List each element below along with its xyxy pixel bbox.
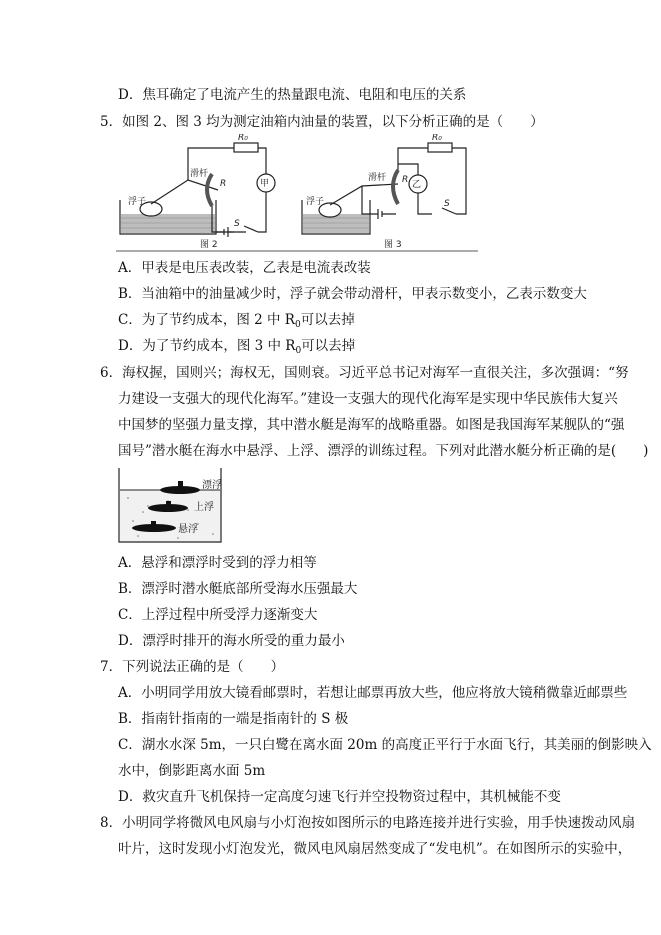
q6-line-3: 中国梦的坚强力量支撑，其中潜水艇是海军的战略重器。如图是我国海军某舰队的“强	[118, 417, 625, 433]
q7-option-c-line-1: C．湖水水深 5m，一只白鹭在离水面 20m 的高度正平行于水面飞行，其美丽的倒影映入	[118, 737, 652, 753]
q6-option-d: D．漂浮时排开的海水所受的重力最小	[118, 633, 345, 649]
label-suspend: 悬浮	[178, 524, 198, 535]
label-float: 漂浮	[202, 480, 222, 491]
q7-option-b: B．指南针指南的一端是指南针的 S 极	[118, 711, 349, 727]
q6-option-b: B．漂浮时潜水艇底部所受海水压强最大	[118, 581, 358, 597]
fig3-lever-label: 滑杆	[368, 173, 387, 183]
q7-option-c-line-2: 水中，倒影距离水面 5m	[118, 763, 266, 779]
q6-line-2: 力建设一支强大的现代化海军。”建设一支强大的现代化海军是实现中华民族伟大复兴	[118, 391, 618, 407]
fig3-meter-label: 乙	[412, 180, 422, 190]
oil-level	[303, 214, 369, 233]
fig2-r0-label: R₀	[238, 134, 248, 143]
q7-option-d: D．救灾直升飞机保持一定高度匀速飞行并空投物资过程中，其机械能不变	[118, 789, 561, 805]
q6-submarine-figure	[118, 466, 222, 544]
q4-option-d: D．焦耳确定了电流产生的热量跟电流、电阻和电压的关系	[118, 87, 467, 103]
q6-line-4: 国号”潜水艇在海水中悬浮、上浮、漂浮的训练过程。下列对此潜水艇分析正确的是( )	[118, 443, 649, 459]
resistor-arc	[393, 170, 398, 204]
label-rise: 上浮	[194, 502, 214, 513]
fig2-r-label: R	[220, 179, 227, 189]
fig2-float-label: 浮子	[128, 197, 147, 207]
fig3-float-label: 浮子	[306, 197, 325, 207]
fig3-switch-label: S	[444, 199, 450, 209]
q5-stem: 5．如图 2、图 3 均为测定油箱内油量的装置，以下分析正确的是（ ）	[100, 114, 544, 130]
fig2-caption: 图 2	[200, 240, 218, 250]
fig3-r0-label: R₀	[432, 134, 442, 143]
q5-figures	[116, 134, 480, 254]
fig2-lever-label: 滑杆	[190, 169, 209, 179]
q5-option-d: D．为了节约成本，图 3 中 $R_0$可以去掉	[118, 338, 356, 356]
q8-line-1: 8．小明同学将微风电风扇与小灯泡按如图所示的电路连接并进行实验，用手快速拨动风扇	[100, 815, 636, 831]
q5-option-a: A．甲表是电压表改装，乙表是电流表改装	[118, 260, 371, 276]
fig3-r-label: R	[402, 175, 409, 185]
q7-stem: 7．下列说法正确的是（ ）	[100, 659, 285, 675]
q7-option-a: A．小明同学用放大镜看邮票时，若想让邮票再放大些，他应将放大镜稍微靠近邮票些	[118, 685, 628, 701]
fig2-switch-label: S	[234, 219, 240, 229]
fig2-meter-label: 甲	[260, 179, 270, 189]
figure-2	[120, 143, 275, 237]
figure-3	[302, 143, 466, 234]
q6-option-c: C．上浮过程中所受浮力逐渐变大	[118, 607, 318, 623]
fig3-caption: 图 3	[384, 240, 402, 250]
resistor-r0	[428, 143, 452, 152]
resistor-r0	[234, 143, 258, 152]
oil-level	[121, 214, 215, 233]
q6-line-1: 6．海权握，国则兴；海权无，国则衰。习近平总书记对海军一直很关注，多次强调：“努	[100, 365, 629, 381]
q8-line-2: 叶片，这时发现小灯泡发光，微风电风扇居然变成了“发电机”。在如图所示的实验中，	[118, 841, 632, 857]
q5-option-c: C．为了节约成本，图 2 中 $R_0$可以去掉	[118, 312, 355, 330]
q5-option-b: B．当油箱中的油量减少时，浮子就会带动滑杆，甲表示数变小，乙表示数变大	[118, 286, 587, 302]
q6-option-a: A．悬浮和漂浮时受到的浮力相等	[118, 555, 317, 571]
